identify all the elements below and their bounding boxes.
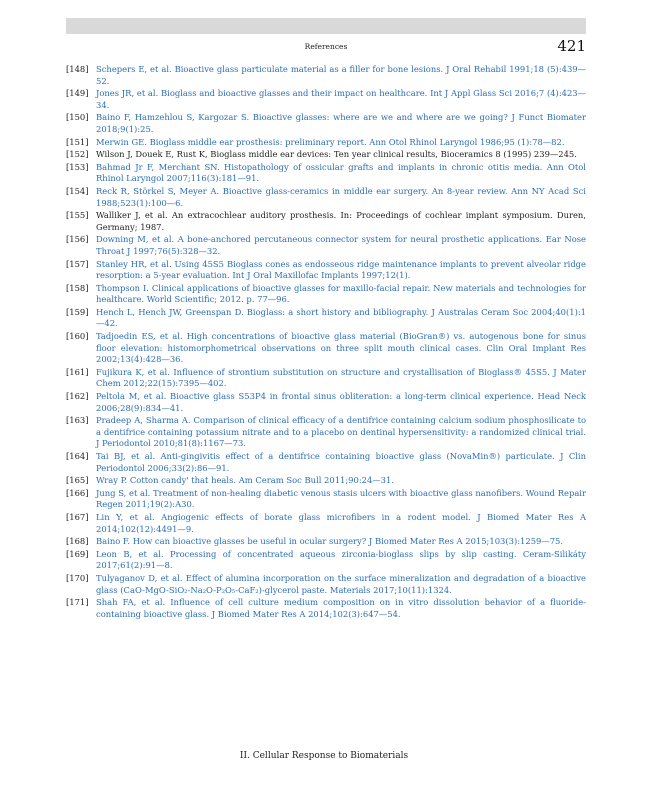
reference-text[interactable]: Baino F, Hamzehlou S, Kargozar S. Bioactive glasses: where are we and where are we going? J Funct Biomater 2018;9(1):25. bbox=[96, 112, 586, 134]
reference-text[interactable]: Wray P. Cotton candy' that heals. Am Ceram Soc Bull 2011;90:24—31. bbox=[96, 475, 394, 486]
reference-item[interactable] bbox=[66, 549, 586, 572]
reference-number: [149] bbox=[66, 88, 89, 99]
reference-text[interactable]: Shah FA, et al. Influence of cell culture medium composition on in vitro dissolution behavior of a fluoride-containing bioactive glass. J Biomed Mater Res A 2014;102(3):647—54. bbox=[96, 597, 586, 619]
reference-number: [171] bbox=[66, 597, 89, 608]
reference-item[interactable] bbox=[66, 259, 586, 282]
reference-text[interactable]: Thompson I. Clinical applications of bioactive glasses for maxillo-facial repair. New materials and technologies for healthcare. World Scientific; 2012. p. 77—96. bbox=[96, 282, 586, 305]
reference-item[interactable] bbox=[66, 137, 586, 149]
reference-number: [157] bbox=[66, 258, 89, 269]
reference-number: [160] bbox=[66, 331, 89, 342]
reference-text[interactable]: Tulyaganov D, et al. Effect of alumina incorporation on the surface mineralization and degradation of a bioactive glass (CaO-MgO-SiO₂-Na₂O-P₂O₅-CaF₂)-glycerol paste. Materials 2017;10(11):1324. bbox=[96, 572, 586, 595]
reference-number: [170] bbox=[66, 572, 89, 583]
reference-item[interactable] bbox=[66, 451, 586, 474]
reference-number: [167] bbox=[66, 511, 89, 522]
running-head bbox=[66, 37, 586, 57]
reference-text[interactable]: Baino F. How can bioactive glasses be useful in ocular surgery? J Biomed Mater Res A 2015;103(3):1259—75. bbox=[96, 536, 564, 547]
reference-text[interactable]: Peltola M, et al. Bioactive glass S53P4 in frontal sinus obliteration: a long-term clinical experience. Head Neck 2006;28(9):834—41. bbox=[96, 391, 586, 413]
reference-text[interactable]: Bahmad Jr F, Merchant SN. Histopathology of ossicular grafts and implants in chronic otitis media. Ann Otol Rhinol Laryngol 2007;116(3):181—91. bbox=[96, 161, 586, 184]
reference-item[interactable] bbox=[66, 573, 586, 596]
reference-number: [163] bbox=[66, 415, 89, 426]
reference-item[interactable] bbox=[66, 415, 586, 450]
reference-item[interactable] bbox=[66, 162, 586, 185]
reference-text[interactable]: Downing M, et al. A bone-anchored percutaneous connector system for neural prosthetic applications. Ear Nose Throat J 1997;76(5):328—32. bbox=[96, 234, 586, 256]
reference-text[interactable]: Hench L, Hench JW, Greenspan D. Bioglass: a short history and bibliography. J Australas Ceram Soc 2004;40(1):1—42. bbox=[96, 306, 586, 329]
reference-number: [161] bbox=[66, 366, 89, 377]
page-number: 421 bbox=[557, 37, 586, 55]
reference-text: Wilson J, Douek E, Rust K, Bioglass middle ear devices: Ten year clinical results, Bioceramics 8 (1995) 239—245. bbox=[96, 149, 577, 160]
reference-number: [159] bbox=[66, 306, 89, 317]
reference-item[interactable] bbox=[66, 391, 586, 414]
reference-text[interactable]: Lin Y, et al. Angiogenic effects of borate glass microfibers in a rodent model. J Biomed Mater Res A 2014;102(12):4491—9. bbox=[96, 511, 586, 534]
reference-number: [152] bbox=[66, 149, 89, 160]
reference-item[interactable] bbox=[66, 234, 586, 257]
reference-text[interactable]: Reck R, Störkel S, Meyer A. Bioactive glass-ceramics in middle ear surgery. An 8-year review. Ann NY Acad Sci 1988;523(1):100—6. bbox=[96, 185, 586, 208]
reference-number: [158] bbox=[66, 282, 89, 293]
header-bar bbox=[66, 18, 586, 34]
reference-number: [165] bbox=[66, 475, 89, 486]
reference-item bbox=[66, 149, 586, 161]
reference-text[interactable]: Schepers E, et al. Bioactive glass particulate material as a filler for bone lesions. J Oral Rehabil 1991;18 (5):439—52. bbox=[96, 64, 586, 86]
reference-item[interactable] bbox=[66, 88, 586, 111]
reference-item bbox=[66, 210, 586, 233]
reference-item[interactable] bbox=[66, 488, 586, 511]
reference-number: [154] bbox=[66, 185, 89, 196]
reference-text[interactable]: Leon B, et al. Processing of concentrated aqueous zirconia-bioglass slips by slip casting. Ceram-Silikáty 2017;61(2):91—8. bbox=[96, 548, 586, 571]
reference-item[interactable] bbox=[66, 367, 586, 390]
reference-number: [156] bbox=[66, 234, 89, 245]
reference-text[interactable]: Tadjoedin ES, et al. High concentrations of bioactive glass material (BioGran®) vs. autogenous bone for sinus floor elevation: histomorphometrical observations on three split mouth clinical cases. Clin Oral Implant Res 2002;13(4):428—36. bbox=[96, 331, 586, 365]
reference-text[interactable]: Jung S, et al. Treatment of non-healing diabetic venous stasis ulcers with bioactive glass nanofibers. Wound Repair Regen 2011;19(2):A30. bbox=[96, 487, 586, 510]
reference-text[interactable]: Stanley HR, et al. Using 45S5 Bioglass cones as endosseous ridge maintenance implants to prevent alveolar ridge resorption: a 5-year evaluation. Int J Oral Maxillofac Implants 1997;12(1). bbox=[96, 258, 586, 281]
reference-number: [153] bbox=[66, 161, 89, 172]
reference-number: [150] bbox=[66, 112, 89, 123]
reference-number: [169] bbox=[66, 548, 89, 559]
reference-list bbox=[66, 64, 586, 621]
reference-item[interactable] bbox=[66, 475, 586, 487]
reference-text[interactable]: Tai BJ, et al. Anti-gingivitis effect of a dentifrice containing bioactive glass (NovaMin®) particulate. J Clin Periodontol 2006;33(2):86—91. bbox=[96, 451, 586, 473]
reference-number: [164] bbox=[66, 451, 89, 461]
reference-text[interactable]: Fujikura K, et al. Influence of strontium substitution on structure and crystallisation of Bioglass® 45S5. J Mater Chem 2012;22(15):7395—402. bbox=[96, 366, 586, 389]
reference-number: [162] bbox=[66, 391, 89, 402]
reference-item[interactable] bbox=[66, 597, 586, 620]
reference-item[interactable] bbox=[66, 283, 586, 306]
reference-item[interactable] bbox=[66, 331, 586, 366]
reference-number: [168] bbox=[66, 536, 89, 547]
reference-item[interactable] bbox=[66, 307, 586, 330]
reference-number: [151] bbox=[66, 136, 89, 147]
reference-item[interactable] bbox=[66, 112, 586, 135]
reference-text[interactable]: Pradeep A, Sharma A. Comparison of clinical efficacy of a dentifrice containing calcium sodium phosphosilicate to a dentifrice containing potassium nitrate and to a placebo on dentinal hypersensitivity: a randomized clinical trial. J Periodontol 2010;81(8):1167—73. bbox=[96, 415, 586, 449]
reference-item[interactable] bbox=[66, 186, 586, 209]
reference-text[interactable]: Jones JR, et al. Bioglass and bioactive glasses and their impact on healthcare. Int J Appl Glass Sci 2016;7 (4):423—34. bbox=[96, 88, 586, 110]
reference-number: [155] bbox=[66, 210, 89, 221]
reference-item[interactable] bbox=[66, 64, 586, 87]
reference-text: Walliker J, et al. An extracochlear auditory prosthesis. In: Proceedings of cochlear implant symposium. Duren, Germany; 1987. bbox=[96, 210, 586, 232]
reference-item[interactable] bbox=[66, 512, 586, 535]
reference-item[interactable] bbox=[66, 536, 586, 548]
reference-text[interactable]: Merwin GE. Bioglass middle ear prosthesis: preliminary report. Ann Otol Rhinol Laryngol 1986;95 (1):78—82. bbox=[96, 136, 565, 147]
reference-number: [166] bbox=[66, 487, 89, 498]
reference-number: [148] bbox=[66, 64, 89, 74]
section-footer: II. Cellular Response to Biomaterials bbox=[239, 751, 409, 761]
running-title: References bbox=[304, 42, 348, 51]
